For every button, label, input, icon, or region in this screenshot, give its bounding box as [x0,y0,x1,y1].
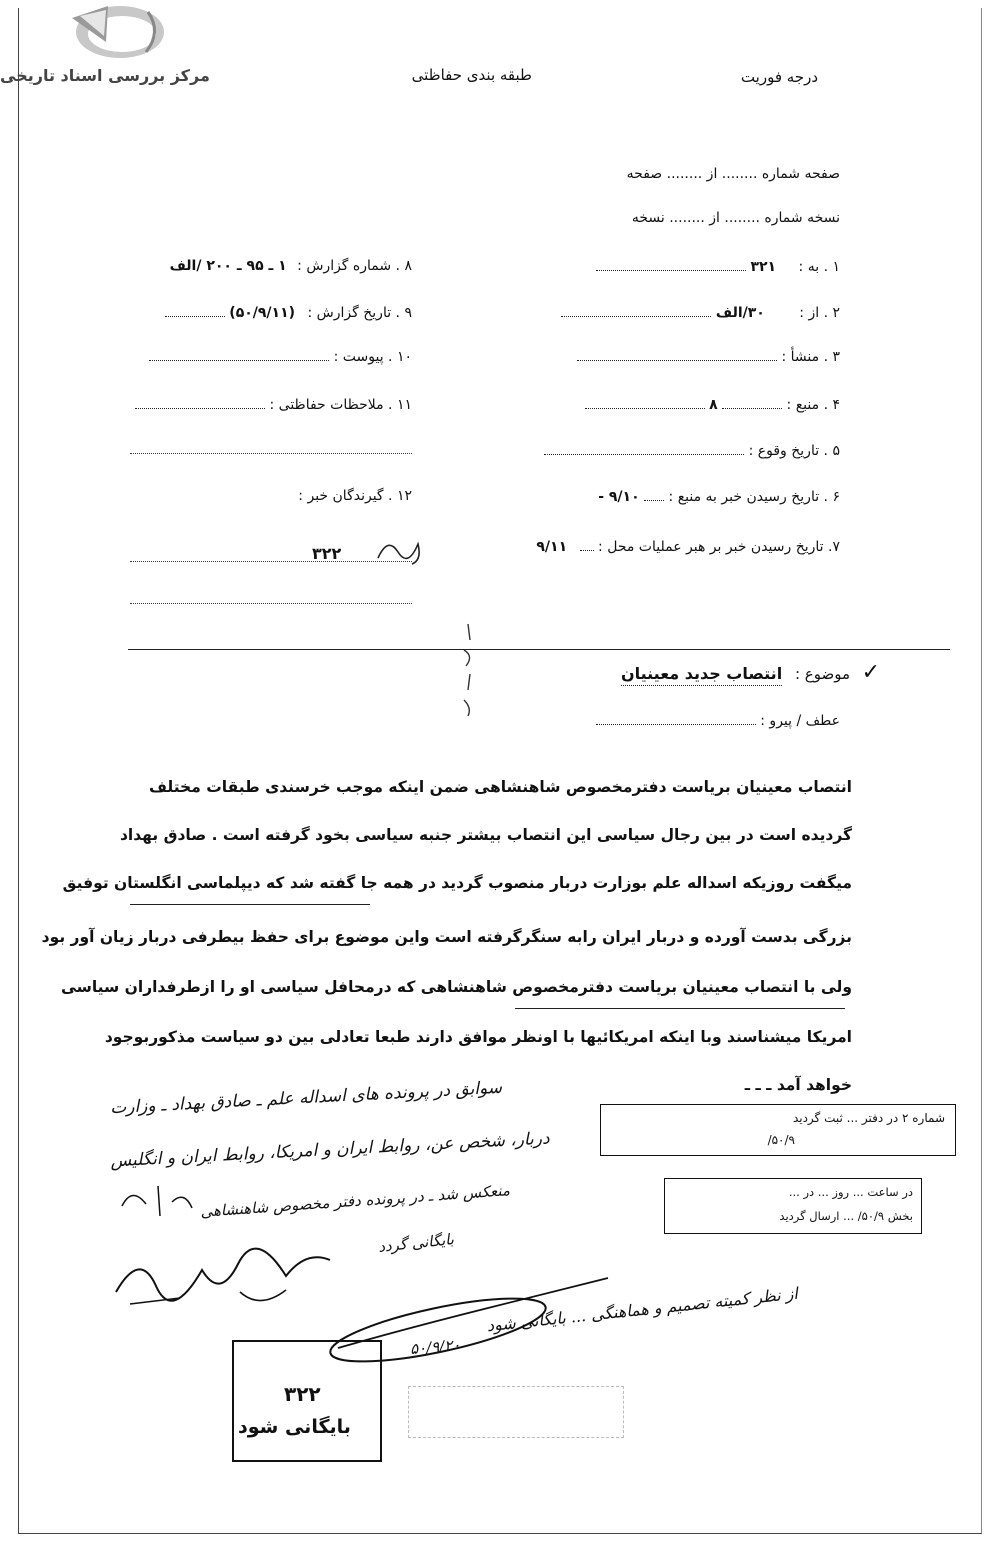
stamp-text: بخش ۵۰/۹/ ... ارسال گردید [779,1209,913,1223]
faded-stamp [408,1386,624,1438]
subject-row [620,660,880,685]
reference-row [596,712,840,729]
date-scribble [112,1176,202,1226]
field-attachment [149,348,412,365]
archive-logo [62,2,172,62]
field-label: ۳ . منشأ : [781,349,840,365]
blank-line [130,602,412,604]
field-value: ۸ [709,397,718,413]
field-event-date [544,442,840,459]
dispatch-stamp [664,1178,922,1234]
body-line: میگفت روزیکه اسداله علم بوزارت دربار منصوب گردید در همه جا گفته شد که دیپلماسی انگلستان توفیق [62,874,852,892]
field-report-number [170,258,412,274]
underline-mark [515,1008,845,1009]
copy-number-field: نسخه شماره ........ از ........ نسخه [631,210,840,226]
signature-scribble [110,1240,340,1320]
reference-label: عطف / پیرو : [760,713,840,729]
body-line: ولی با انتصاب معینیان بریاست دفترمخصوص شاهنشاهی که درمحافل سیاسی او را ازطرفداران سیاسی [60,978,852,996]
margin-scribble [448,620,488,720]
priority-label: درجه فوریت [740,68,818,86]
field-recipients [298,488,412,504]
logo-caption: مرکز بررسی اسناد تاریخی [0,66,210,85]
blank-line [130,452,412,454]
body-line: خواهد آمد ـ ـ ـ [744,1076,852,1094]
handwritten-date: ۵۰/۹/۲۰ [409,1335,462,1359]
subject-label: موضوع : [794,665,850,683]
field-label: ۶ . تاریخ رسیدن خبر به منبع : [668,489,840,505]
stamp-text: در ساعت ... روز ... در ... [788,1185,913,1199]
field-security-notes [135,396,412,413]
field-value: ۹/۱۰ - [598,489,640,505]
handwritten-note: منعکس شد ـ در پرونده دفتر مخصوص شاهنشاهی [199,1181,511,1221]
body-line: انتصاب معینیان بریاست دفترمخصوص شاهنشاهی ضمن اینکه موجب خرسندی طبقات مختلف [148,778,852,796]
stamp-text: شماره ۲ در دفتر ... ثبت گردید [792,1111,945,1125]
field-value: (۵۰/۹/۱۱) [229,305,296,321]
field-label: ۱۱ . ملاحظات حفاظتی : [269,397,412,413]
handwritten-note: از نظر کمیته تصمیم و هماهنگی ... بایگانی شود [485,1283,799,1336]
underline-mark [130,904,370,905]
archive-stamp [232,1340,382,1462]
logo-mark-icon [62,2,172,62]
archive-stamp-text: بایگانی شود [238,1416,351,1438]
field-label: ۷. تاریخ رسیدن خبر بر هبر عملیات محل : [598,539,840,555]
handwritten-note: دربار، شخص عن، روابط ایران و امریکا، روابط ایران و انگلیس [109,1128,551,1172]
field-label: ۵ . تاریخ وقوع : [748,443,840,459]
body-line: امریکا میشناسند وبا اینکه امریکائیها با اونظر موافق دارند طبعا تعادلی بین دو سیاست مذکوربوجود [104,1028,852,1046]
field-value: ۳۲۱ [750,259,777,275]
field-operations-receipt-date [536,538,840,555]
field-label: ۹ . تاریخ گزارش : [307,305,412,321]
field-from [561,304,840,321]
field-report-date [165,304,412,321]
field-label: ۱۰ . پیوست : [333,349,412,365]
field-label: ۸ . شماره گزارش : [297,258,412,274]
blank-line [130,560,412,562]
handwritten-note: سوابق در پرونده های اسداله علم ـ صادق بهداد ـ وزارت [109,1077,503,1119]
stamp-text: ۵۰/۹/ [767,1133,795,1147]
registration-stamp [600,1104,956,1156]
classification-label: طبقه بندی حفاظتی [411,66,532,84]
initials-scribble [372,530,432,570]
field-source-receipt-date [598,488,840,505]
field-label: ۲ . از : [799,305,840,321]
check-mark-icon: ✓ [861,660,880,685]
handwritten-note: بایگانی گردد [377,1230,455,1256]
field-value: ۱ ـ ۹۵ ـ ۲۰۰ /الف [169,258,287,274]
archive-stamp-number: ۳۲۲ [284,1382,321,1406]
field-label: ۱۲ . گیرندگان خبر : [298,488,412,504]
subject-value: انتصاب جدید معینیان [621,664,782,686]
field-origin [577,348,840,365]
separator-line [128,649,950,650]
field-source [585,396,840,413]
field-value: ۳۰/الف [715,305,765,321]
recipient-value: ۳۲۲ [312,544,342,563]
field-label: ۴ . منبع : [786,397,840,413]
field-label: ۱ . به : [798,259,840,275]
body-line: گردیده است در بین رجال سیاسی این انتصاب بیشتر جنبه سیاسی بخود گرفته است . صادق بهداد [119,826,852,844]
page-number-field: صفحه شماره ........ از ........ صفحه [626,166,840,182]
field-to [596,258,840,275]
field-value: ۹/۱۱ [536,539,568,555]
body-line: بزرگی بدست آورده و دربار ایران رابه سنگرگرفته است واین موضوع برای حفظ بیطرفی دربار زیان آور بود [41,928,852,946]
